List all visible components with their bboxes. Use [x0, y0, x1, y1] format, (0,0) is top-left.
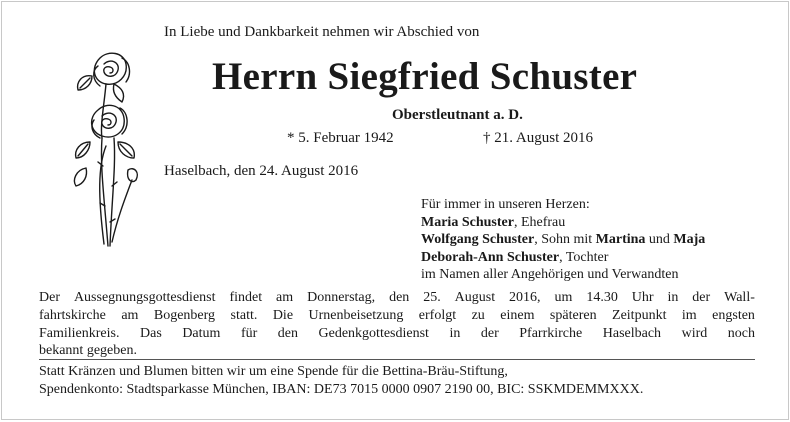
word: der: [692, 290, 711, 305]
word: für: [240, 325, 258, 341]
word: wird: [681, 325, 708, 341]
word: zu: [471, 307, 485, 323]
service-line: [39, 307, 755, 325]
rose-icon: [70, 46, 150, 251]
mourner-conjunction: und: [645, 232, 674, 248]
word: Das: [140, 325, 162, 341]
divider: [39, 359, 755, 360]
donation-paragraph: [39, 363, 755, 399]
intro-text: In Liebe und Dankbarkeit nehmen wir Abschied von: [164, 24, 480, 40]
mourner-name: Maja: [673, 232, 706, 248]
word: den: [277, 325, 298, 341]
mourner-name: Wolfgang Schuster: [421, 232, 535, 248]
mourner-name: Maria Schuster: [421, 214, 514, 230]
word: Donnerstag,: [307, 290, 376, 305]
word: den: [389, 290, 410, 305]
word: Der: [39, 290, 60, 305]
word: 2016,: [509, 290, 541, 305]
word: am: [276, 290, 294, 305]
word: Zeitpunkt: [612, 307, 667, 323]
word: in: [449, 325, 461, 341]
deceased-name: Herrn Siegfried Schuster: [212, 55, 638, 98]
mourner-relation: , Ehefrau: [513, 214, 566, 230]
word: Bogenberg: [153, 307, 216, 323]
word: statt.: [230, 307, 258, 323]
word: engsten: [712, 307, 755, 323]
word: Familienkreis.: [39, 325, 120, 341]
mourner-relation: , Sohn mit: [534, 232, 596, 248]
donation-line: Statt Kränzen und Blumen bitten wir um eine Spende für die Bettina-Bräu-Stiftung,: [39, 364, 508, 379]
word: Urnenbeisetzung: [308, 307, 404, 323]
word: Datum: [182, 325, 221, 341]
mourners-closing: im Namen aller Angehörigen und Verwandten: [421, 267, 679, 283]
word: findet: [229, 290, 263, 305]
word: 14.30: [586, 290, 618, 305]
service-line: bekannt gegeben.: [39, 343, 137, 359]
mourner-relation: , Tochter: [559, 249, 609, 265]
service-line: [39, 289, 755, 307]
word: Wall-: [724, 290, 755, 305]
donation-line: Spendenkonto: Stadtsparkasse München, IBAN: DE73 7015 0000 0907 2190 00, BIC: SSKMDEMMXXX.: [39, 381, 644, 397]
word: erfolgt: [418, 307, 457, 323]
word: fahrtskirche: [39, 307, 106, 323]
mourner-name: Martina: [595, 232, 646, 248]
place-date: Haselbach, den 24. August 2016: [164, 163, 359, 179]
word: späteren: [549, 307, 597, 323]
word: Die: [272, 307, 294, 323]
mourner-name: Deborah-Ann Schuster: [421, 249, 560, 265]
word: Uhr: [631, 290, 654, 305]
mourners-heading: Für immer in unseren Herzen:: [421, 197, 590, 212]
word: August: [454, 290, 496, 305]
word: der: [480, 325, 499, 341]
word: Haselbach: [602, 325, 662, 341]
word: Gedenkgottesdienst: [318, 325, 429, 341]
word: um: [554, 290, 573, 305]
death-date: † 21. August 2016: [483, 130, 594, 146]
word: einem: [500, 307, 535, 323]
mourner-line: [421, 214, 705, 232]
mourner-line: [421, 249, 705, 267]
mourner-line: [421, 231, 705, 249]
word: Pfarrkirche: [519, 325, 583, 341]
word: Aussegnungsgottesdienst: [73, 290, 216, 305]
word: in: [667, 290, 679, 305]
birth-date: * 5. Februar 1942: [287, 130, 394, 146]
word: 25.: [423, 290, 441, 305]
mourners-block: [421, 196, 705, 284]
word: am: [121, 307, 139, 323]
obituary-notice: [1, 1, 789, 420]
service-line: [39, 325, 755, 343]
word: im: [681, 307, 697, 323]
service-paragraph: [39, 289, 755, 360]
rank-title: Oberstleutnant a. D.: [392, 107, 523, 123]
word: noch: [727, 325, 755, 341]
